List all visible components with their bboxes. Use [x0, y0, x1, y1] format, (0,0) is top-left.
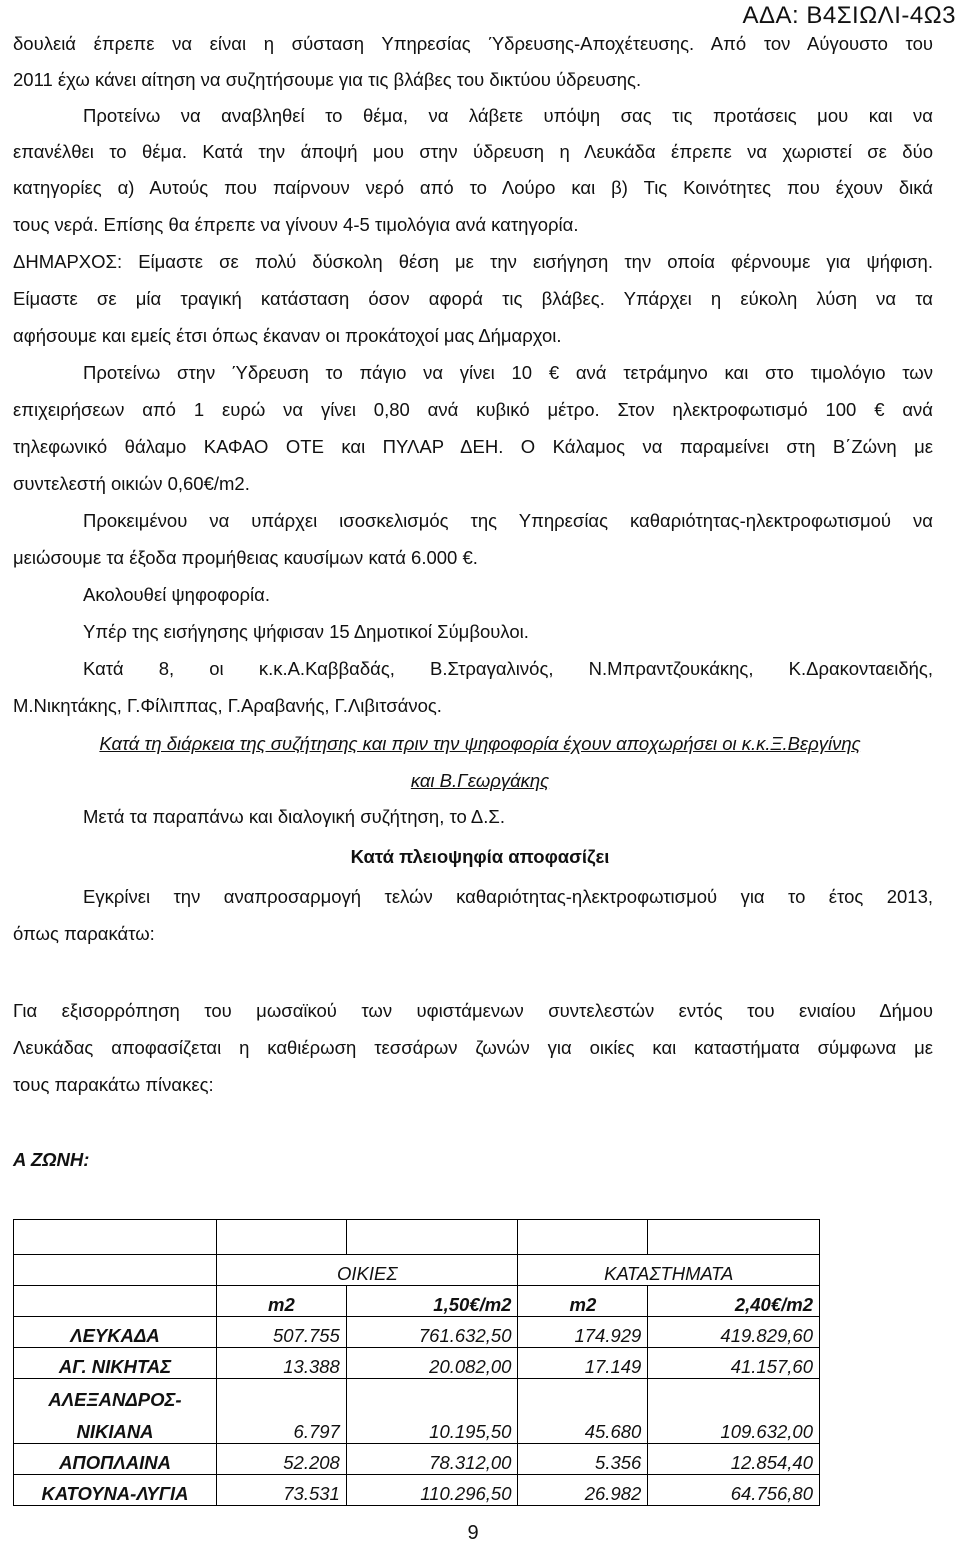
text-line: Ακολουθεί ψηφοφορία. [83, 584, 270, 605]
text-line: Για εξισορρόπηση του μωσαϊκού των υφιστάμενων συντελεστών εντός του ενιαίου Δήμου [13, 1000, 933, 1021]
group-header-shops: ΚΑΤΑΣΤΗΜΑΤΑ [518, 1255, 820, 1286]
zone-a-table [13, 1219, 820, 1506]
table-cell [648, 1220, 820, 1255]
text-line: ΔΗΜΑΡΧΟΣ: Είμαστε σε πολύ δύσκολη θέση με την εισήγηση την οποία φέρνουμε για ψήφιση. [13, 251, 933, 272]
text-line: Είμαστε σε μία τραγική κατάσταση όσον αφορά τις βλάβες. Υπάρχει η εύκολη λύση να τα [13, 288, 933, 309]
text-line: επανέλθει το θέμα. Κατά την άποψή μου στην ύδρευση η Λευκάδα έπρεπε να χωριστεί σε δύο [13, 141, 933, 162]
text-line: Λευκάδας αποφασίζεται η καθιέρωση τεσσάρων ζωνών για οικίες και καταστήματα σύμφωνα με [13, 1037, 933, 1058]
area-name-line: ΑΛΕΞΑΝΔΡΟΣ- [48, 1389, 182, 1410]
text-line: κατηγορίες α) Αυτούς που παίρνουν νερό από το Λούρο και β) Τις Κοινότητες που έχουν δικά [13, 177, 933, 198]
table-row [14, 1317, 820, 1348]
table-cell [14, 1286, 217, 1317]
column-header: m2 [518, 1286, 648, 1317]
text-line: τηλεφωνικό θάλαμο ΚΑΦΑΟ ΟΤΕ και ΠΥΛΑΡ ΔΕΗ. Ο Κάλαμος να παραμείνει στη Β΄Ζώνη με [13, 436, 933, 457]
text-line: μειώσουμε τα έξοδα προμήθειας καυσίμων κατά 6.000 €. [13, 547, 478, 568]
text-line: Προτείνω στην Ύδρευση το πάγιο να γίνει 10 € ανά τετράμηνο και στο τιμολόγιο των [83, 362, 933, 383]
table-cell [518, 1220, 648, 1255]
text-line: Προκειμένου να υπάρχει ισοσκελισμός της Υπηρεσίας καθαριότητας-ηλεκτροφωτισμού να [83, 510, 933, 531]
table-cell: 78.312,00 [346, 1444, 518, 1475]
departure-note: Κατά τη διάρκεια της συζήτησης και πριν την ψηφοφορία έχουν αποχωρήσει οι κ.κ.Ξ.Βεργίνης [99, 733, 861, 754]
table-cell [14, 1255, 217, 1286]
text-line: τους νερά. Επίσης θα έπρεπε να γίνουν 4-5 τιμολόγια ανά κατηγορία. [13, 214, 579, 235]
text-line: επιχειρήσεων από 1 ευρώ να γίνει 0,80 ανά κυβικό μέτρο. Στον ηλεκτροφωτισμό 100 € ανά [13, 399, 933, 420]
table-row [14, 1220, 820, 1255]
table-cell: 73.531 [217, 1475, 347, 1506]
area-name: ΑΓ. ΝΙΚΗΤΑΣ [14, 1348, 217, 1379]
table-cell: 174.929 [518, 1317, 648, 1348]
table-cell: 52.208 [217, 1444, 347, 1475]
decision-heading: Κατά πλειοψηφία αποφασίζει [350, 846, 610, 867]
text-line: Μετά τα παραπάνω και διαλογική συζήτηση, το Δ.Σ. [83, 806, 505, 827]
table-cell: 761.632,50 [346, 1317, 518, 1348]
area-name: ΛΕΥΚΑΔΑ [14, 1317, 217, 1348]
table-cell: 64.756,80 [648, 1475, 820, 1506]
column-header: 2,40€/m2 [648, 1286, 820, 1317]
text-line: Υπέρ της εισήγησης ψήφισαν 15 Δημοτικοί Σύμβουλοι. [83, 621, 529, 642]
area-name: ΚΑΤΟΥΝΑ-ΛΥΓΙΑ [14, 1475, 217, 1506]
text-line: συντελεστή οικιών 0,60€/m2. [13, 473, 250, 494]
text-line: Προτείνω να αναβληθεί το θέμα, να λάβετε υπόψη σας τις προτάσεις μου και να [83, 105, 933, 126]
table-cell: 5.356 [518, 1444, 648, 1475]
zone-title: Α ΖΩΝΗ: [13, 1149, 90, 1170]
area-name [14, 1379, 217, 1444]
text-line: Εγκρίνει την αναπροσαρμογή τελών καθαριότητας-ηλεκτροφωτισμού για το έτος 2013, [83, 886, 933, 907]
text-line: όπως παρακάτω: [13, 923, 155, 944]
table-cell: 6.797 [217, 1379, 347, 1444]
text-line: αφήσουμε και εμείς έτσι όπως έκαναν οι προκάτοχοί μας Δήμαρχοι. [13, 325, 562, 346]
text-line: Μ.Νικητάκης, Γ.Φίλιππας, Γ.Αραβανής, Γ.Λιβιτσάνος. [13, 695, 442, 716]
table-row [14, 1286, 820, 1317]
table-cell: 507.755 [217, 1317, 347, 1348]
table-row [14, 1348, 820, 1379]
area-name: ΑΠΟΠΛΑΙΝΑ [14, 1444, 217, 1475]
table-cell [14, 1220, 217, 1255]
table-row [14, 1444, 820, 1475]
table-cell: 17.149 [518, 1348, 648, 1379]
table-cell [217, 1220, 347, 1255]
table-row [14, 1475, 820, 1506]
table-cell [346, 1220, 518, 1255]
column-header: m2 [217, 1286, 347, 1317]
table-cell: 26.982 [518, 1475, 648, 1506]
table-cell: 12.854,40 [648, 1444, 820, 1475]
group-header-households: ΟΙΚΙΕΣ [217, 1255, 518, 1286]
table-cell: 419.829,60 [648, 1317, 820, 1348]
table-row [14, 1379, 820, 1444]
area-name-line: ΝΙΚΙΑΝΑ [76, 1421, 154, 1442]
table-cell: 13.388 [217, 1348, 347, 1379]
table-row [14, 1255, 820, 1286]
column-header: 1,50€/m2 [346, 1286, 518, 1317]
table-cell: 109.632,00 [648, 1379, 820, 1444]
text-line: τους παρακάτω πίνακες: [13, 1074, 214, 1095]
table-cell: 45.680 [518, 1379, 648, 1444]
page-number: 9 [467, 1522, 479, 1544]
ada-code: ΑΔΑ: Β4ΣΙΩΛΙ-4Ω3 [742, 2, 956, 29]
text-line: Κατά 8, οι κ.κ.Α.Καββαδάς, Β.Στραγαλινός, Ν.Μπραντζουκάκης, Κ.Δρακονταειδής, [83, 658, 933, 679]
departure-note: και Β.Γεωργάκης [410, 770, 550, 791]
table-cell: 20.082,00 [346, 1348, 518, 1379]
table-cell: 10.195,50 [346, 1379, 518, 1444]
table-cell: 41.157,60 [648, 1348, 820, 1379]
text-line: 2011 έχω κάνει αίτηση να συζητήσουμε για τις βλάβες του δικτύου ύδρευσης. [13, 69, 642, 90]
table-cell: 110.296,50 [346, 1475, 518, 1506]
text-line: δουλειά έπρεπε να είναι η σύσταση Υπηρεσίας Ύδρευσης-Αποχέτευσης. Από τον Αύγουστο του [13, 33, 933, 54]
